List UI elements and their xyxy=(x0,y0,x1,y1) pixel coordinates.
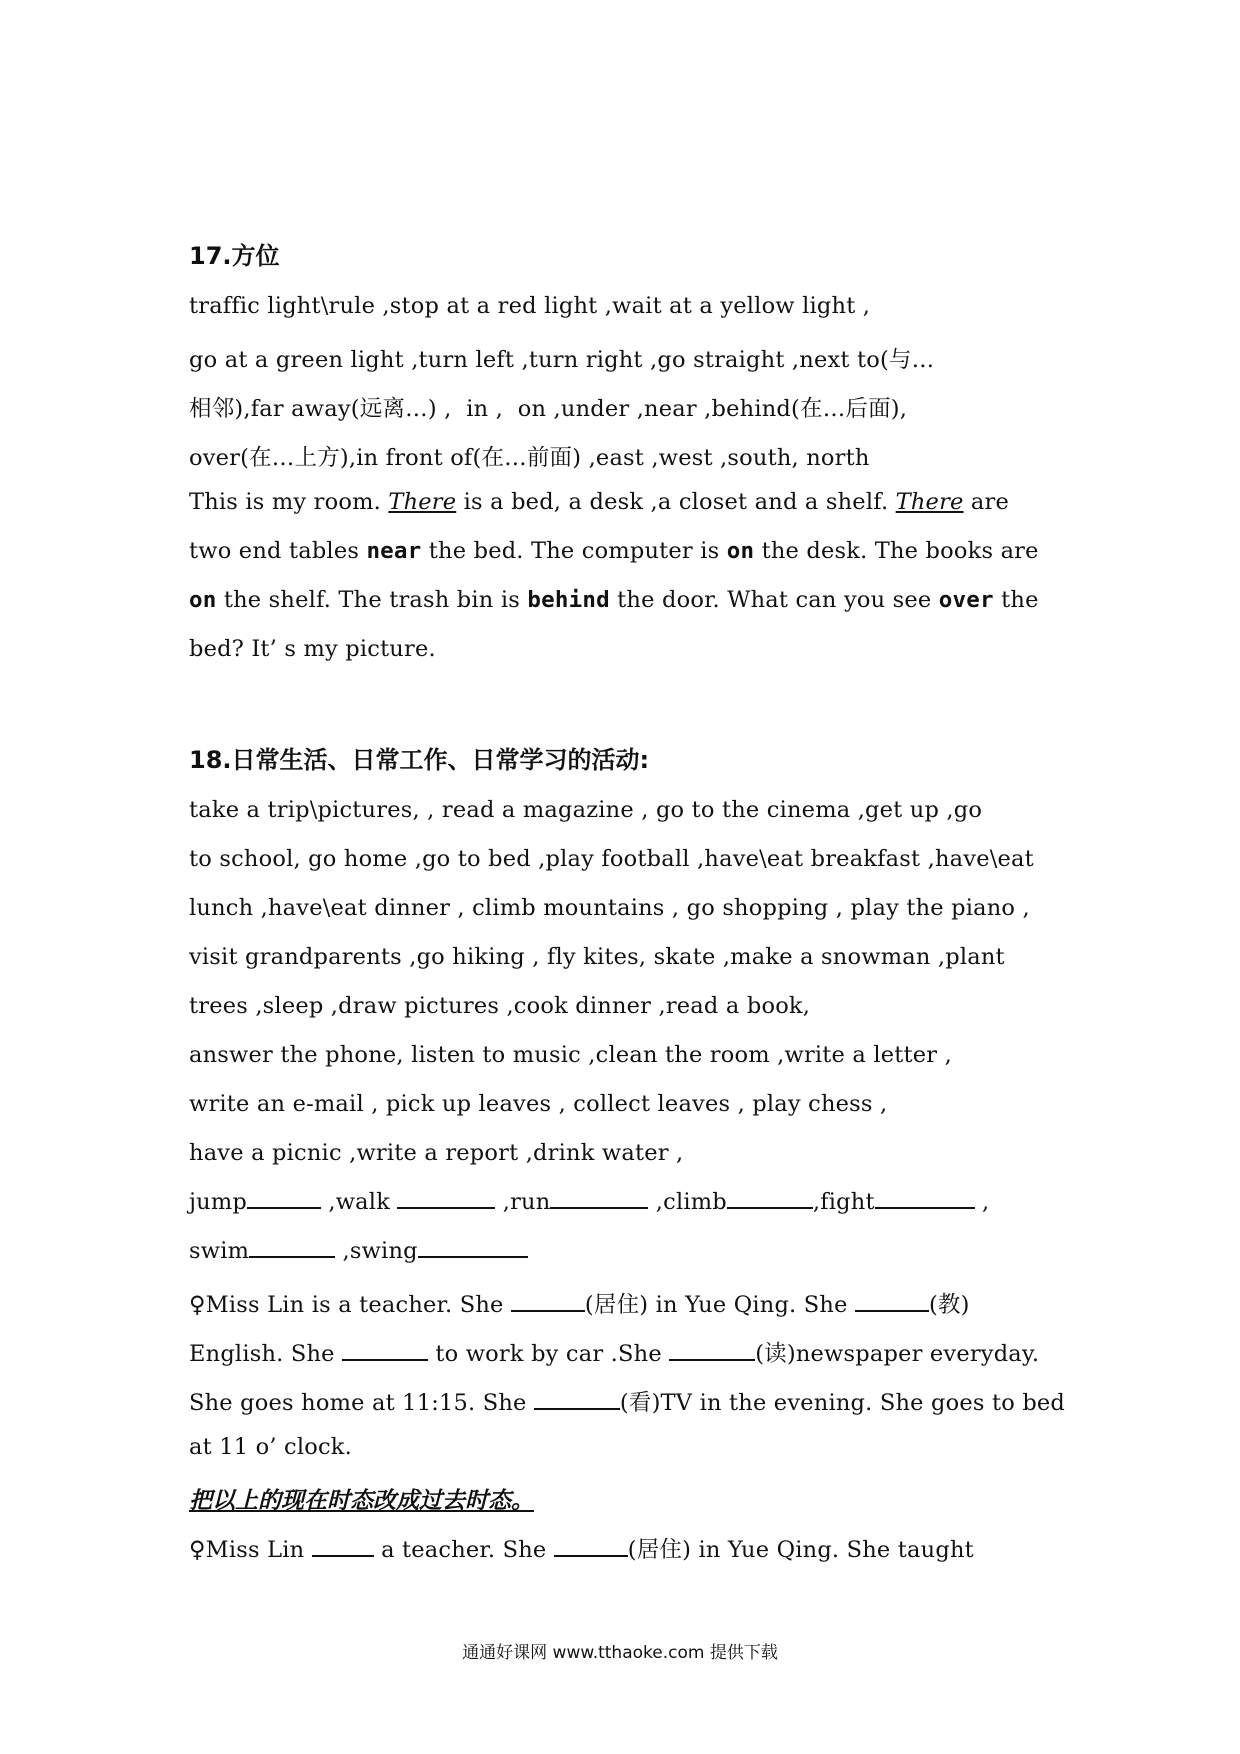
text-line: trees ,sleep ,draw pictures ,cook dinner ,read a book, xyxy=(189,993,811,1019)
answer-blank[interactable] xyxy=(511,1309,585,1312)
verb-label: ,run xyxy=(495,1189,551,1215)
text: two end tables xyxy=(189,538,367,564)
passage-line xyxy=(189,587,1039,613)
verb-label: ,climb xyxy=(648,1189,727,1215)
answer-blank[interactable] xyxy=(397,1206,495,1209)
text-line: answer the phone, listen to music ,clean the room ,write a letter , xyxy=(189,1042,952,1068)
text-line: 相邻),far away(远离…) , in , on ,under ,near ,behind(在…后面), xyxy=(189,396,908,422)
text-line: have a picnic ,write a report ,drink water , xyxy=(189,1140,684,1166)
bold-preposition: on xyxy=(726,538,755,564)
emphasis-there: There xyxy=(388,489,457,515)
exercise-line: at 11 o’ clock. xyxy=(189,1434,352,1460)
text-line: go at a green light ,turn left ,turn right ,go straight ,next to(与… xyxy=(189,347,935,373)
text: This is my room. xyxy=(189,489,389,515)
answer-blank[interactable] xyxy=(727,1206,813,1209)
emphasis-there: There xyxy=(895,489,964,515)
text: the shelf. The trash bin is xyxy=(216,587,528,613)
text: (居住) in Yue Qing. She xyxy=(584,1292,855,1318)
answer-blank[interactable] xyxy=(875,1206,975,1209)
text: are xyxy=(963,489,1009,515)
text-line: write an e-mail , pick up leaves , collect leaves , play chess , xyxy=(189,1091,888,1117)
text-line: over(在…上方),in front of(在…前面) ,east ,west ,south, north xyxy=(189,445,870,471)
answer-blank[interactable] xyxy=(534,1407,620,1410)
task-instruction: 把以上的现在时态改成过去时态。 xyxy=(189,1488,534,1514)
text-line: lunch ,have\eat dinner , climb mountains , go shopping , play the piano , xyxy=(189,895,1030,921)
answer-blank[interactable] xyxy=(418,1255,528,1258)
text: She goes home at 11:15. She xyxy=(189,1390,534,1416)
text: (居住) in Yue Qing. She taught xyxy=(627,1537,974,1563)
text: a teacher. She xyxy=(373,1537,554,1563)
verb-label: swim xyxy=(189,1238,250,1264)
verb-label: ,swing xyxy=(335,1238,418,1264)
exercise-line xyxy=(189,1336,1039,1368)
text: English. She xyxy=(189,1341,343,1367)
verb-blanks-line xyxy=(189,1238,528,1264)
bold-preposition: on xyxy=(189,587,217,613)
page-footer: 通通好课网 www.tthaoke.com 提供下载 xyxy=(462,1643,778,1663)
verb-label: ,walk xyxy=(321,1189,398,1215)
answer-blank[interactable] xyxy=(312,1554,374,1557)
answer-blank[interactable] xyxy=(247,1206,321,1209)
text: ♀Miss Lin xyxy=(189,1537,312,1563)
answer-blank[interactable] xyxy=(554,1554,628,1557)
verb-blanks-line xyxy=(189,1189,989,1215)
text: the desk. The books are xyxy=(754,538,1039,564)
section-18-heading: 18.日常生活、日常工作、日常学习的活动: xyxy=(189,746,650,774)
text: is a bed, a desk ,a closet and a shelf. xyxy=(456,489,896,515)
verb-label: jump xyxy=(189,1189,248,1215)
text-line: traffic light\rule ,stop at a red light ,wait at a yellow light , xyxy=(189,293,871,319)
passage-line: bed? It’ s my picture. xyxy=(189,636,436,662)
text: to work by car .She xyxy=(428,1341,670,1367)
text: the bed. The computer is xyxy=(421,538,727,564)
text-line: visit grandparents ,go hiking , fly kites, skate ,make a snowman ,plant xyxy=(189,944,1005,970)
answer-blank[interactable] xyxy=(249,1255,335,1258)
exercise-line xyxy=(189,1532,974,1564)
bold-preposition: near xyxy=(366,538,422,564)
passage-line xyxy=(189,489,1009,515)
answer-blank[interactable] xyxy=(669,1358,755,1361)
text: (读)newspaper everyday. xyxy=(755,1341,1040,1367)
text: the door. What can you see xyxy=(609,587,939,613)
text: ♀Miss Lin is a teacher. She xyxy=(189,1292,511,1318)
text: (教) xyxy=(928,1292,970,1318)
answer-blank[interactable] xyxy=(342,1358,428,1361)
exercise-line xyxy=(189,1385,1065,1417)
answer-blank[interactable] xyxy=(855,1309,929,1312)
text-line: to school, go home ,go to bed ,play football ,have\eat breakfast ,have\eat xyxy=(189,846,1034,872)
exercise-line xyxy=(189,1287,970,1319)
verb-label: , xyxy=(974,1189,990,1215)
section-17-heading: 17.方位 xyxy=(189,242,280,270)
text: the xyxy=(993,587,1039,613)
passage-line xyxy=(189,538,1039,564)
text-line: take a trip\pictures, , read a magazine , go to the cinema ,get up ,go xyxy=(189,797,983,823)
answer-blank[interactable] xyxy=(550,1206,648,1209)
verb-label: ,fight xyxy=(812,1189,875,1215)
text: (看)TV in the evening. She goes to bed xyxy=(619,1390,1066,1416)
bold-preposition: over xyxy=(938,587,994,613)
bold-preposition: behind xyxy=(527,587,610,613)
